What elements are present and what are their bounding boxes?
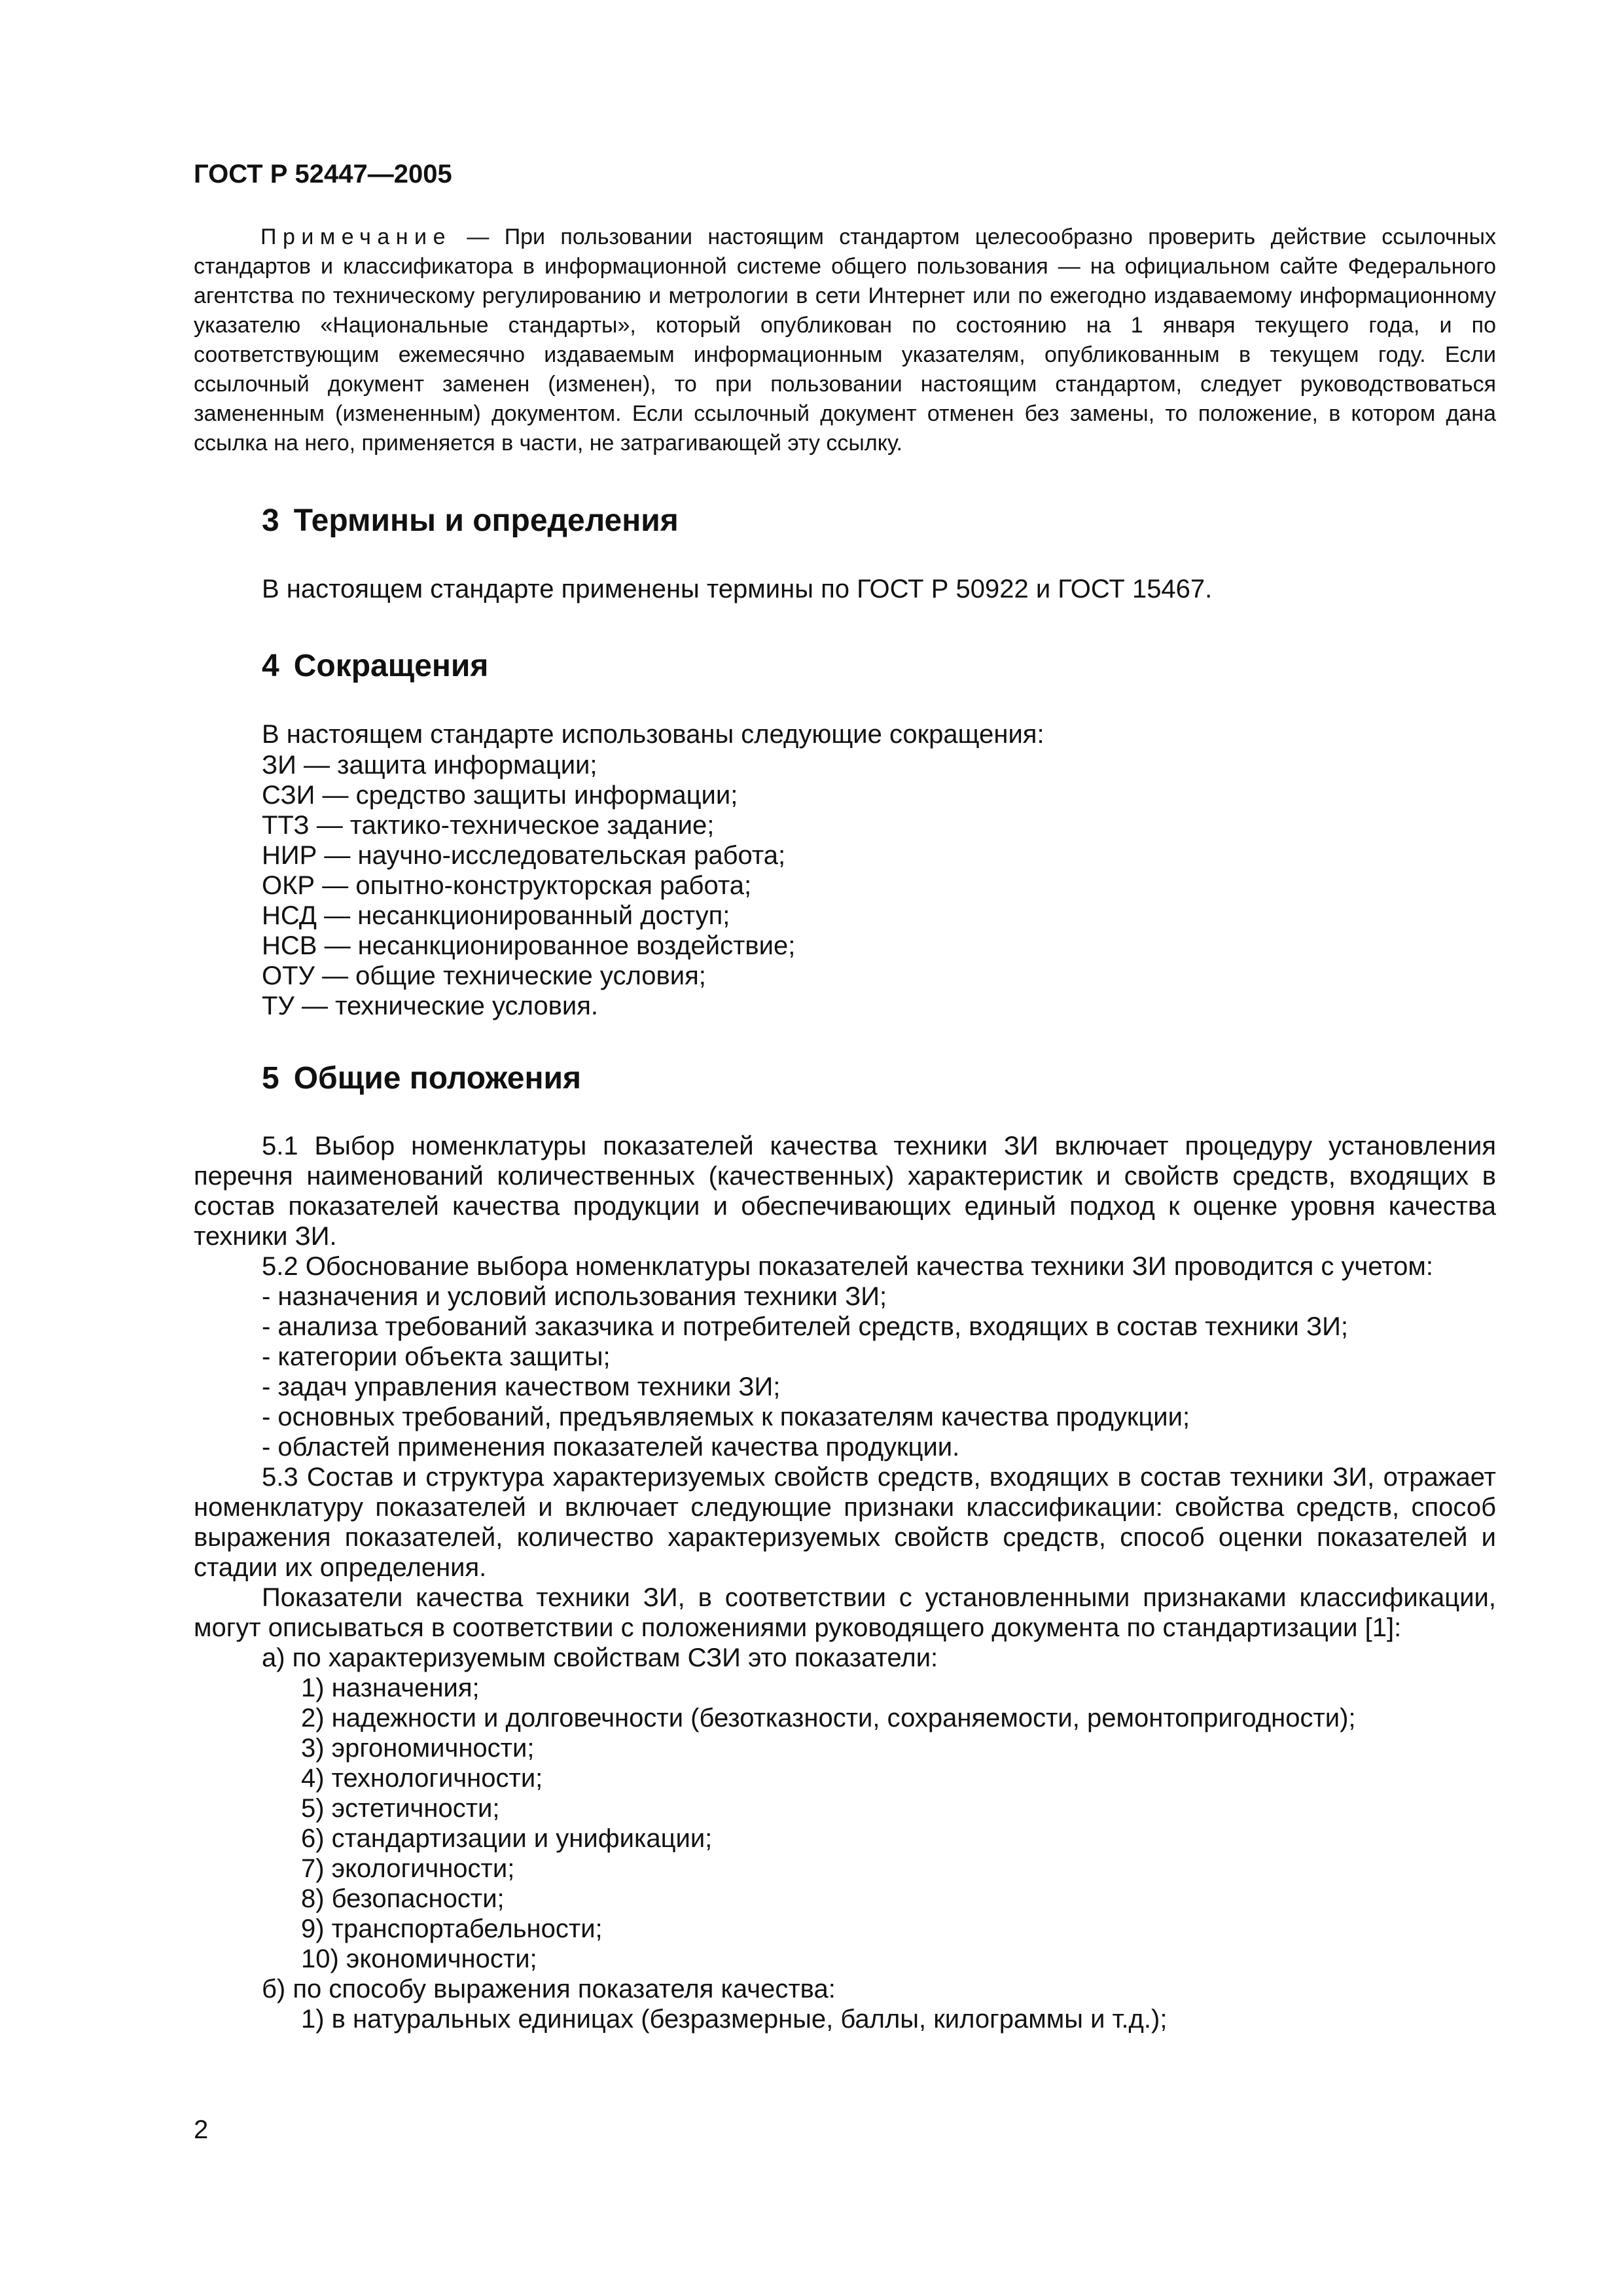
note-label: Примечание xyxy=(260,224,452,249)
list-item: - задач управления качеством техники ЗИ; xyxy=(262,1372,781,1401)
list-item: 10) экономичности; xyxy=(301,1945,537,1973)
reference-note xyxy=(194,223,1496,458)
list-item: 4) технологичности; xyxy=(301,1764,543,1793)
paragraph-5-3: 5.3 Состав и структура характеризуемых свойств средств, входящих в состав техники ЗИ, отражает номенклатуру показателей и включает следующие признаки классификации: свойства средств, способ выражения показателей, количество характеризуемых свойств средств, способ оценки показателей и стадии их определения. xyxy=(194,1463,1496,1582)
list-item: - категории объекта защиты; xyxy=(262,1342,611,1371)
section-3-heading xyxy=(262,503,679,539)
page-number: 2 xyxy=(194,2115,209,2144)
paragraph-5-1: 5.1 Выбор номенклатуры показателей качества техники ЗИ включает процедуру установления перечня наименований количественных (качественных) характеристик и свойств средств, входящих в состав показателей качества продукции и обеспечивающих единый подход к оценке уровня качества техники ЗИ. xyxy=(194,1132,1496,1251)
list-item: ОТУ — общие технические условия; xyxy=(262,961,706,990)
section-5-number: 5 xyxy=(262,1061,279,1096)
list-item: НИР — научно-исследовательская работа; xyxy=(262,841,786,870)
list-b-label: б) по способу выражения показателя качества: xyxy=(262,1975,836,2003)
section-4-intro: В настоящем стандарте использованы следующие сокращения: xyxy=(262,720,1044,749)
list-item: - назначения и условий использования техники ЗИ; xyxy=(262,1282,887,1311)
list-item: - анализа требований заказчика и потребителей средств, входящих в состав техники ЗИ; xyxy=(262,1312,1348,1341)
list-item: НСВ — несанкционированное воздействие; xyxy=(262,931,796,960)
list-item: ТУ — технические условия. xyxy=(262,992,598,1020)
paragraph-5-4: Показатели качества техники ЗИ, в соответствии с установленными признаками классификации, могут описываться в соответствии с положениями руководящего документа по стандартизации [1]: xyxy=(194,1583,1496,1642)
section-3-number: 3 xyxy=(262,503,279,538)
list-item: 3) эргономичности; xyxy=(301,1734,535,1763)
section-5-heading xyxy=(262,1060,581,1097)
paragraph-5-2: 5.2 Обоснование выбора номенклатуры показателей качества техники ЗИ проводится с учетом: xyxy=(262,1252,1434,1281)
document-header: ГОСТ Р 52447—2005 xyxy=(194,160,452,188)
list-item: СЗИ — средство защиты информации; xyxy=(262,781,738,810)
section-5-title: Общие положения xyxy=(293,1061,581,1096)
section-4-number: 4 xyxy=(262,649,279,683)
abbreviations-list xyxy=(262,750,795,1021)
section-4-title: Сокращения xyxy=(293,649,489,683)
list-item: 1) в натуральных единицах (безразмерные, баллы, килограммы и т.д.); xyxy=(301,2005,1168,2034)
section-3-text: В настоящем стандарте применены термины по ГОСТ Р 50922 и ГОСТ 15467. xyxy=(262,575,1213,603)
list-item: 8) безопасности; xyxy=(301,1884,505,1913)
section-3-title: Термины и определения xyxy=(293,503,679,538)
list-item: 1) назначения; xyxy=(301,1674,480,1702)
list-a-label: а) по характеризуемым свойствам СЗИ это показатели: xyxy=(262,1643,938,1672)
section-4-heading xyxy=(262,648,488,685)
list-item: ЗИ — защита информации; xyxy=(262,751,597,780)
list-item: - основных требований, предъявляемых к показателям качества продукции; xyxy=(262,1403,1190,1431)
list-item: - областей применения показателей качества продукции. xyxy=(262,1433,960,1462)
note-text: — При пользовании настоящим стандартом целесообразно проверить действие ссылочных стандартов и классификатора в информационной системе общего пользования — на официальном сайте Федерального агентства по техническому регулированию и метрологии в сети Интернет или по ежегодно издаваемому информационному указателю «Национальные стандарты», который опубликован по состоянию на 1 января текущего года, и по соответствующим ежемесячно издаваемым информационным указателям, опубликованным в текущем году. Если ссылочный документ заменен (изменен), то при пользовании настоящим стандартом, следует руководствоваться замененным (измененным) документом. Если ссылочный документ отменен без замены, то положение, в котором дана ссылка на него, применяется в части, не затрагивающей эту ссылку. xyxy=(194,224,1496,456)
list-item: 7) экологичности; xyxy=(301,1854,515,1883)
list-item: НСД — несанкционированный доступ; xyxy=(262,901,730,930)
list-item: ОКР — опытно-конструкторская работа; xyxy=(262,871,752,900)
list-item: ТТЗ — тактико-техническое задание; xyxy=(262,811,715,840)
list-item: 5) эстетичности; xyxy=(301,1794,500,1823)
list-item: 6) стандартизации и унификации; xyxy=(301,1824,713,1853)
list-item: 9) транспортабельности; xyxy=(301,1914,603,1943)
section-5-body xyxy=(194,1131,1496,2034)
list-item: 2) надежности и долговечности (безотказности, сохраняемости, ремонтопригодности); xyxy=(301,1704,1356,1732)
